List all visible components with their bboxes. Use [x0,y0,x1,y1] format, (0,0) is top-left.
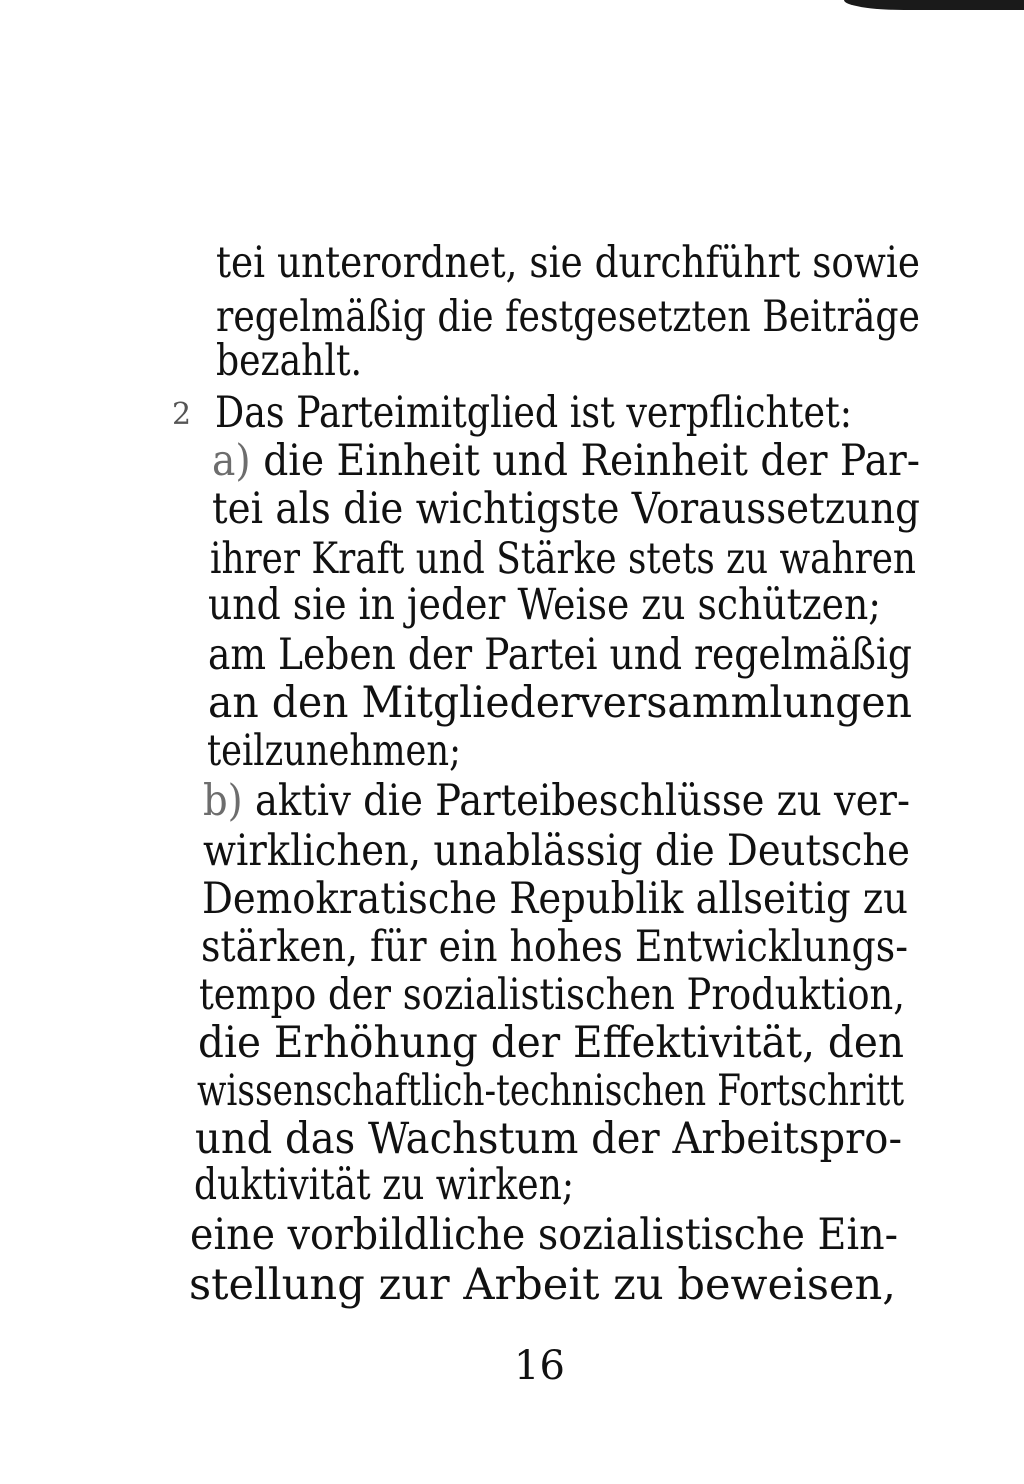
text-line-9 [208,630,912,680]
page-number: 16 [514,1343,565,1389]
line-text: und das Wachstum der Arbeitspro- [195,1114,902,1164]
line-text: Demokratische Republik allseitig zu [202,874,908,924]
text-line-13 [203,826,910,876]
line-text: eine vorbildliche sozialistische Ein- [190,1210,898,1260]
text-line-19 [195,1114,902,1164]
line-text: tei als die wichtigste Voraussetzung [212,484,920,534]
text-line-20 [194,1160,574,1210]
line-text: teilzunehmen; [207,726,461,776]
text-line-15 [201,922,908,972]
line-text: stärken, für ein hohes Entwicklungs- [201,922,908,972]
section-number: 2 [172,397,192,432]
line-text: duktivität zu wirken; [194,1160,574,1210]
text-line-10 [208,678,912,728]
line-text: wirklichen, unablässig die Deutsche [203,826,910,876]
line-text: stellung zur Arbeit zu beweisen, [189,1260,896,1310]
page-edge-shadow [844,0,1024,10]
text-line-2 [216,292,920,342]
line-text: Das Parteimitglied ist verpflichtet: [215,388,852,438]
line-text: tempo der sozialistischen Produktion, [199,970,905,1020]
text-line-14 [202,874,908,924]
text-line-21 [190,1210,898,1260]
line-marker: a) [212,436,251,486]
line-text: aktiv die Parteibeschlüsse zu ver- [242,776,911,826]
line-text: ihrer Kraft und Stärke stets zu wahren [210,534,916,584]
text-line-3 [216,336,362,386]
text-line-18 [197,1066,904,1116]
text-line-5 [212,436,921,486]
text-line-17 [198,1018,904,1068]
line-text: wissenschaftlich-technischen Fortschritt [197,1066,904,1116]
text-line-4 [215,388,852,438]
text-line-22 [189,1260,896,1310]
line-text: bezahlt. [216,336,362,386]
line-text: tei unterordnet, sie durchführt sowie [216,238,920,288]
line-text: an den Mitgliederversammlungen [208,678,912,728]
line-text: und sie in jeder Weise zu schützen; [208,580,881,630]
line-text: regelmäßig die festgesetzten Beiträge [216,292,920,342]
line-text: am Leben der Partei und regelmäßig [208,630,912,680]
text-line-7 [210,534,916,584]
text-line-12 [203,776,911,826]
text-line-6 [212,484,920,534]
line-text: die Erhöhung der Effektivität, den [198,1018,904,1068]
line-marker: b) [203,776,243,826]
text-line-8 [208,580,881,630]
text-line-16 [199,970,905,1020]
text-line-11 [207,726,461,776]
text-line-1 [216,238,920,288]
line-text: die Einheit und Reinheit der Par- [250,436,921,486]
